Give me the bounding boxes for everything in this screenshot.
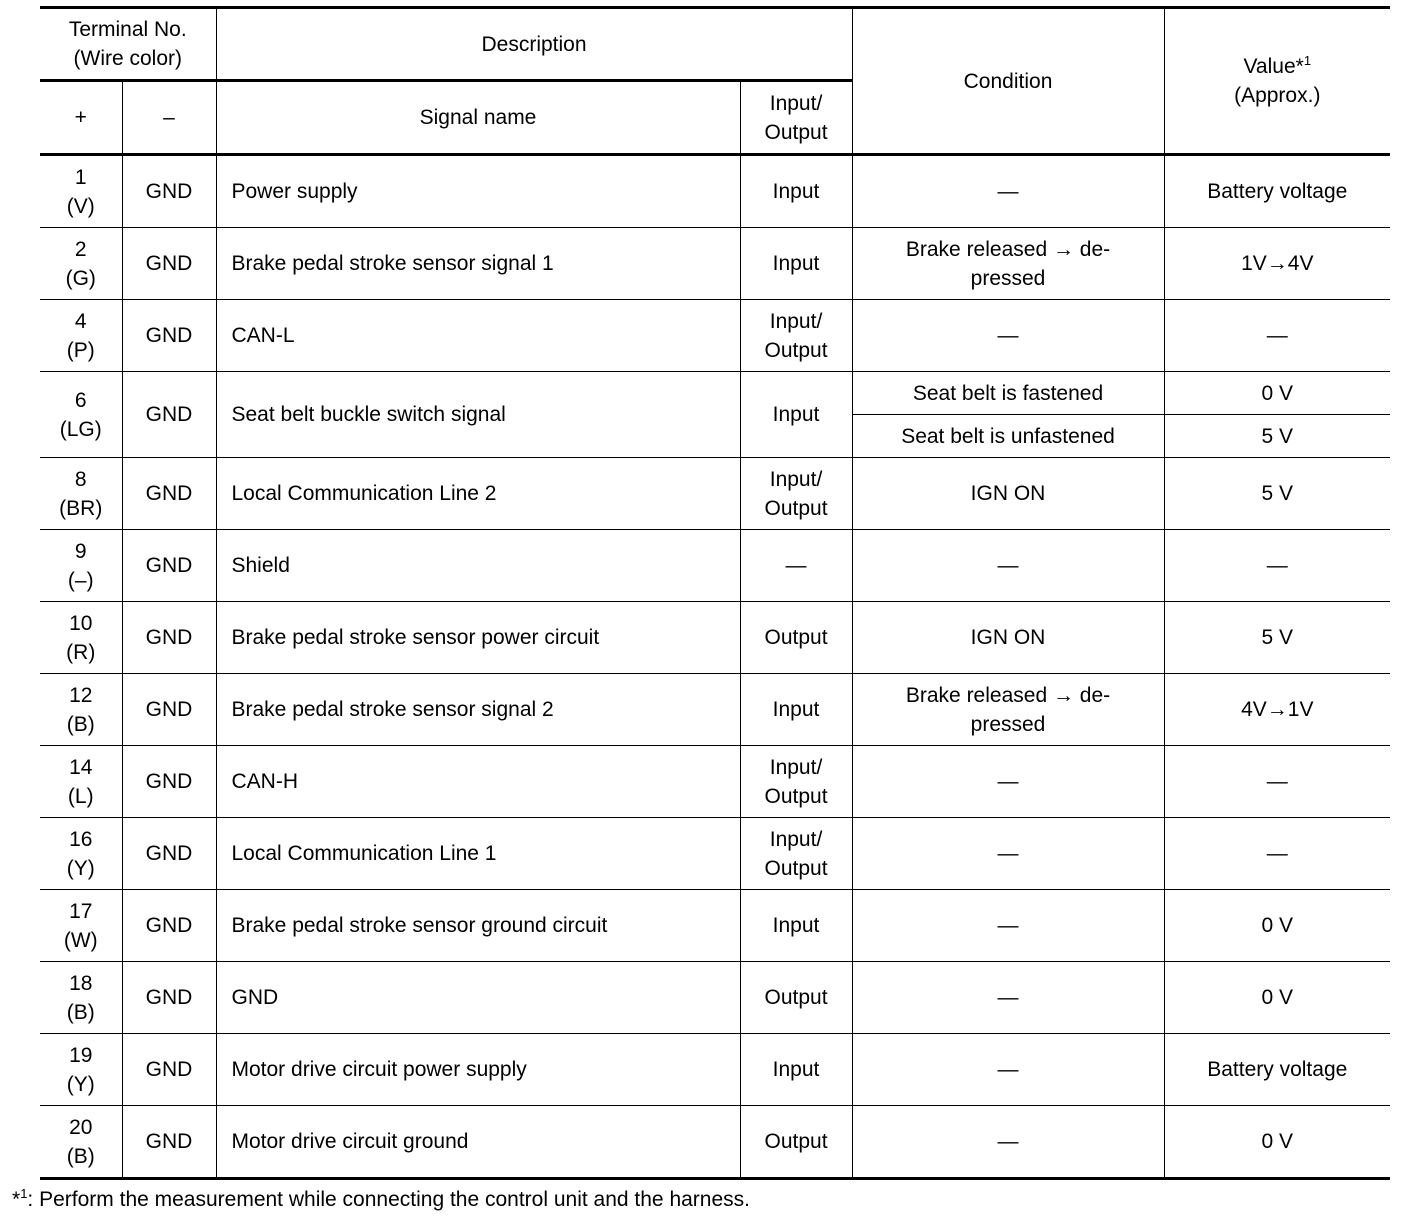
signal-name-cell: Motor drive circuit ground xyxy=(216,1106,740,1179)
signal-name-header: Signal name xyxy=(216,81,740,155)
value-cell: 1V→4V xyxy=(1164,228,1390,300)
terminal-number: 19 xyxy=(69,1043,93,1067)
plus-header: + xyxy=(40,81,122,155)
terminal-number: 20 xyxy=(69,1115,93,1139)
input-output-cell xyxy=(740,1106,852,1179)
table-row xyxy=(40,746,1390,818)
table-row xyxy=(40,458,1390,530)
terminal-number: 10 xyxy=(69,611,93,635)
wire-color: (Y) xyxy=(66,856,95,880)
terminal-minus-cell: GND xyxy=(122,228,216,300)
signal-name-cell: Motor drive circuit power supply xyxy=(216,1034,740,1106)
condition-cell xyxy=(852,300,1164,372)
input-output-header xyxy=(740,81,852,155)
wire-color: (W) xyxy=(63,928,98,952)
terminal-plus-cell xyxy=(40,602,122,674)
value-cell: — xyxy=(1164,818,1390,890)
terminal-no-label: Terminal No. xyxy=(68,18,187,41)
condition-line1: Brake released → de- xyxy=(905,683,1111,707)
input-output-cell xyxy=(740,602,852,674)
terminal-plus-cell xyxy=(40,1106,122,1179)
value-cell: 5 V xyxy=(1164,458,1390,530)
terminal-plus-cell xyxy=(40,746,122,818)
terminal-plus-cell xyxy=(40,372,122,458)
footnote-text: : Perform the measurement while connecting the control unit and the harness. xyxy=(27,1188,750,1211)
input-output-cell xyxy=(740,155,852,228)
terminal-number: 8 xyxy=(74,467,87,491)
table-row xyxy=(40,1034,1390,1106)
input-output-cell xyxy=(740,372,852,458)
terminal-no-header xyxy=(40,8,216,81)
terminal-number: 6 xyxy=(74,388,87,412)
table-row xyxy=(40,372,1390,415)
table-row xyxy=(40,674,1390,746)
terminal-plus-cell xyxy=(40,890,122,962)
io-line1: Output xyxy=(764,626,828,649)
condition-line1: — xyxy=(997,770,1019,793)
condition-cell xyxy=(852,372,1164,415)
table-row xyxy=(40,818,1390,890)
table-row xyxy=(40,602,1390,674)
terminal-plus-cell xyxy=(40,458,122,530)
terminal-plus-cell xyxy=(40,155,122,228)
footnote xyxy=(12,1186,750,1214)
condition-line1: — xyxy=(997,180,1019,203)
input-output-cell xyxy=(740,674,852,746)
table-row xyxy=(40,300,1390,372)
condition-cell xyxy=(852,674,1164,746)
condition-line1: — xyxy=(997,842,1019,865)
value-cell: Battery voltage xyxy=(1164,155,1390,228)
table-row xyxy=(40,1106,1390,1179)
wire-color: (LG) xyxy=(59,417,102,441)
terminal-minus-cell: GND xyxy=(122,674,216,746)
io-label-line1: Input/ xyxy=(769,91,823,115)
table-row xyxy=(40,890,1390,962)
condition-line1: IGN ON xyxy=(970,482,1046,505)
condition-line1: Brake released → de- xyxy=(905,237,1111,261)
condition-line1: — xyxy=(997,986,1019,1009)
signal-name-cell: Brake pedal stroke sensor signal 2 xyxy=(216,674,740,746)
condition-line1: — xyxy=(997,1058,1019,1081)
wire-color: (P) xyxy=(66,338,95,362)
input-output-cell xyxy=(740,962,852,1034)
io-line1: — xyxy=(785,554,807,577)
condition-line1: — xyxy=(997,1130,1019,1153)
io-line2: Output xyxy=(764,856,828,880)
value-cell: 0 V xyxy=(1164,372,1390,415)
terminal-minus-cell: GND xyxy=(122,1106,216,1179)
terminal-number: 18 xyxy=(69,971,93,995)
footnote-sup: 1 xyxy=(20,1186,28,1201)
input-output-cell xyxy=(740,228,852,300)
terminal-plus-cell xyxy=(40,818,122,890)
condition-cell xyxy=(852,530,1164,602)
io-line1: Input/ xyxy=(769,827,823,851)
terminal-number: 9 xyxy=(74,539,87,563)
signal-name-cell: Local Communication Line 2 xyxy=(216,458,740,530)
table-row xyxy=(40,962,1390,1034)
io-line1: Output xyxy=(764,1130,828,1153)
input-output-cell xyxy=(740,300,852,372)
value-cell: — xyxy=(1164,746,1390,818)
io-line1: Input/ xyxy=(769,755,823,779)
signal-name-cell: Seat belt buckle switch signal xyxy=(216,372,740,458)
condition-line1: Seat belt is fastened xyxy=(912,381,1104,405)
io-line1: Input/ xyxy=(769,467,823,491)
wire-color: (Y) xyxy=(66,1072,95,1096)
terminal-plus-cell xyxy=(40,300,122,372)
terminal-minus-cell: GND xyxy=(122,530,216,602)
terminal-number: 12 xyxy=(69,683,93,707)
condition-cell xyxy=(852,602,1164,674)
terminal-minus-cell: GND xyxy=(122,746,216,818)
table-body xyxy=(40,155,1390,1179)
signal-name-cell: CAN-L xyxy=(216,300,740,372)
wire-color: (V) xyxy=(66,194,95,218)
wire-color-label: (Wire color) xyxy=(73,47,182,70)
description-header: Description xyxy=(216,8,852,81)
value-cell: 5 V xyxy=(1164,602,1390,674)
value-cell: Battery voltage xyxy=(1164,1034,1390,1106)
condition-cell xyxy=(852,458,1164,530)
value-cell: 0 V xyxy=(1164,962,1390,1034)
condition-cell xyxy=(852,228,1164,300)
signal-name-cell: Brake pedal stroke sensor power circuit xyxy=(216,602,740,674)
io-line1: Input/ xyxy=(769,309,823,333)
terminal-number: 14 xyxy=(69,755,93,779)
terminal-minus-cell: GND xyxy=(122,1034,216,1106)
footnote-marker: * xyxy=(12,1188,21,1211)
terminal-minus-cell: GND xyxy=(122,890,216,962)
io-label-line2: Output xyxy=(764,120,828,144)
condition-line1: IGN ON xyxy=(970,626,1046,649)
terminal-number: 16 xyxy=(69,827,93,851)
signal-name-cell: GND xyxy=(216,962,740,1034)
terminal-number: 2 xyxy=(74,237,87,261)
terminal-plus-cell xyxy=(40,1034,122,1106)
wire-color: (L) xyxy=(67,784,94,808)
terminal-plus-cell xyxy=(40,962,122,1034)
io-line1: Input xyxy=(772,403,820,426)
io-line1: Input xyxy=(772,1058,820,1081)
signal-name-cell: Power supply xyxy=(216,155,740,228)
signal-name-cell: Brake pedal stroke sensor ground circuit xyxy=(216,890,740,962)
io-line2: Output xyxy=(764,338,828,362)
input-output-cell xyxy=(740,890,852,962)
condition-cell xyxy=(852,746,1164,818)
terminal-number: 4 xyxy=(74,309,87,333)
terminal-minus-cell: GND xyxy=(122,372,216,458)
io-line1: Input xyxy=(772,252,820,275)
io-line1: Input xyxy=(772,914,820,937)
condition-line1: Seat belt is unfastened xyxy=(901,424,1115,448)
condition-line1: — xyxy=(997,554,1019,577)
wire-color: (G) xyxy=(65,266,96,290)
input-output-cell xyxy=(740,746,852,818)
table-row xyxy=(40,155,1390,228)
condition-line2: pressed xyxy=(970,266,1046,290)
value-cell: 0 V xyxy=(1164,890,1390,962)
terminal-plus-cell xyxy=(40,674,122,746)
terminal-minus-cell: GND xyxy=(122,458,216,530)
condition-line1: — xyxy=(997,914,1019,937)
value-cell: — xyxy=(1164,300,1390,372)
wire-color: (B) xyxy=(66,1144,95,1168)
signal-name-cell: Shield xyxy=(216,530,740,602)
condition-header: Condition xyxy=(852,8,1164,155)
condition-cell xyxy=(852,1106,1164,1179)
terminal-number: 17 xyxy=(69,899,93,923)
value-footnote-marker: 1 xyxy=(1303,53,1312,68)
input-output-cell xyxy=(740,530,852,602)
terminal-minus-cell: GND xyxy=(122,155,216,228)
table-row xyxy=(40,228,1390,300)
value-cell: 0 V xyxy=(1164,1106,1390,1179)
io-line1: Output xyxy=(764,986,828,1009)
wire-color: (R) xyxy=(66,640,96,664)
condition-cell xyxy=(852,962,1164,1034)
wire-color: (B) xyxy=(66,712,95,736)
value-cell: 4V→1V xyxy=(1164,674,1390,746)
io-line1: Input xyxy=(772,698,820,721)
io-line2: Output xyxy=(764,784,828,808)
terminal-minus-cell: GND xyxy=(122,602,216,674)
value-cell: — xyxy=(1164,530,1390,602)
value-label: Value* xyxy=(1243,55,1304,78)
wire-color: (B) xyxy=(66,1000,95,1024)
header-row-top xyxy=(40,8,1390,81)
io-line1: Input xyxy=(772,180,820,203)
input-output-cell xyxy=(740,458,852,530)
wire-color: (BR) xyxy=(59,496,103,520)
io-line2: Output xyxy=(764,496,828,520)
condition-cell xyxy=(852,890,1164,962)
value-cell: 5 V xyxy=(1164,415,1390,458)
condition-cell xyxy=(852,818,1164,890)
input-output-cell xyxy=(740,1034,852,1106)
signal-name-cell: Local Communication Line 1 xyxy=(216,818,740,890)
condition-line2: pressed xyxy=(970,712,1046,736)
terminal-plus-cell xyxy=(40,228,122,300)
condition-cell xyxy=(852,1034,1164,1106)
terminal-minus-cell: GND xyxy=(122,300,216,372)
terminal-minus-cell: GND xyxy=(122,962,216,1034)
table-row xyxy=(40,530,1390,602)
terminal-minus-cell: GND xyxy=(122,818,216,890)
wire-color: (–) xyxy=(67,568,94,592)
condition-cell xyxy=(852,155,1164,228)
terminal-number: 1 xyxy=(74,165,87,189)
condition-line1: — xyxy=(997,324,1019,347)
terminal-spec-table xyxy=(40,6,1390,1180)
condition-cell xyxy=(852,415,1164,458)
approx-label: (Approx.) xyxy=(1234,84,1321,107)
signal-name-cell: Brake pedal stroke sensor signal 1 xyxy=(216,228,740,300)
input-output-cell xyxy=(740,818,852,890)
signal-name-cell: CAN-H xyxy=(216,746,740,818)
value-header xyxy=(1164,8,1390,155)
terminal-plus-cell xyxy=(40,530,122,602)
minus-header: – xyxy=(122,81,216,155)
